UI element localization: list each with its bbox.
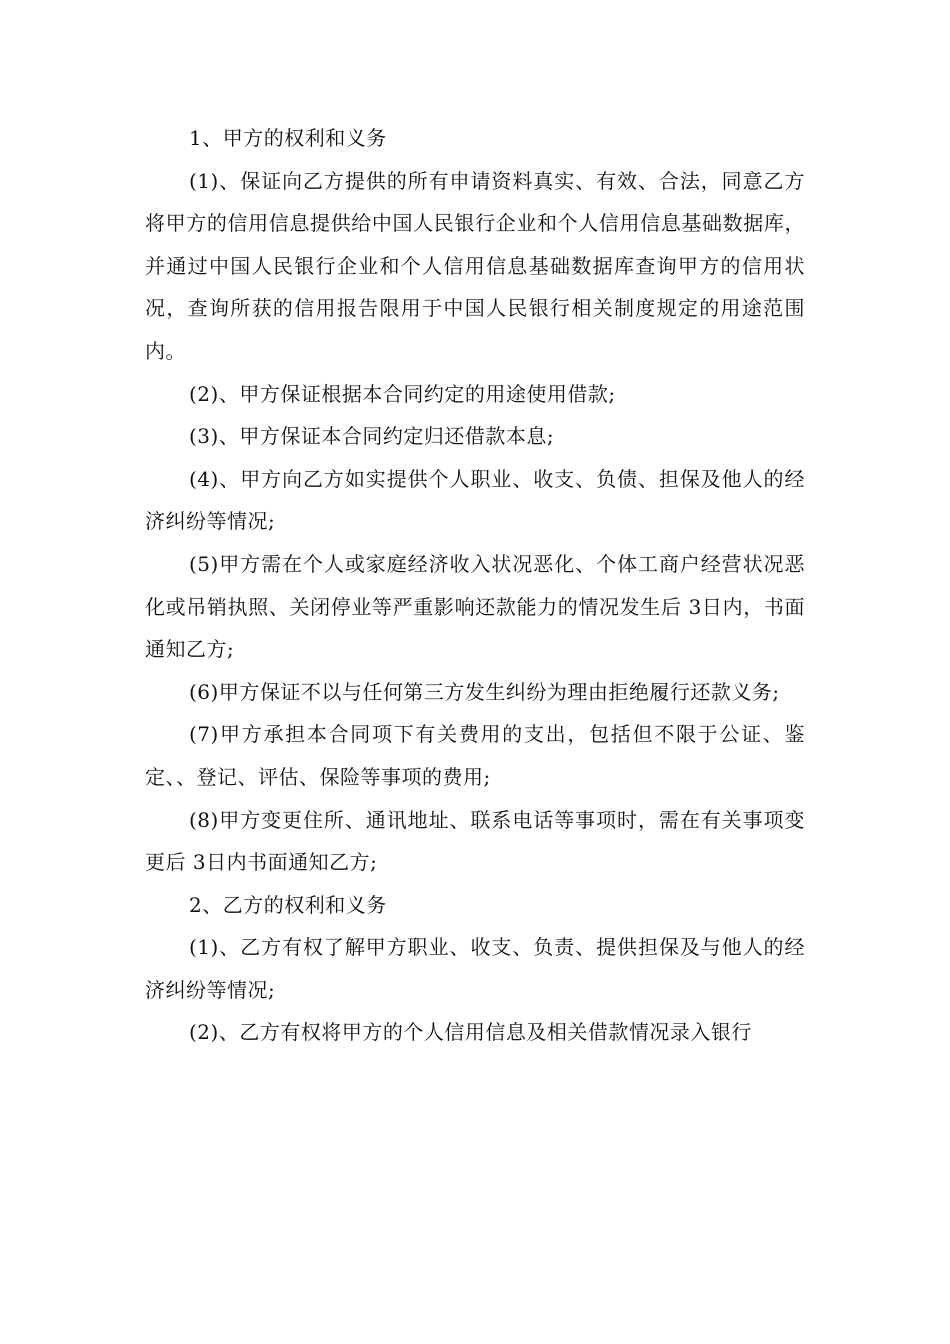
clause-a-8: (8)甲方变更住所、通讯地址、联系电话等事项时，需在有关事项变更后 3日内书面通知乙方; (145, 807, 805, 875)
clause-a-5: (5)甲方需在个人或家庭经济收入状况恶化、个体工商户经营状况恶化或吊销执照、关闭停业等严重影响还款能力的情况发生后 3日内，书面通知乙方; (145, 551, 805, 662)
clause-a-2: (2)、甲方保证根据本合同约定的用途使用借款; (189, 381, 616, 406)
clause-b-1: (1)、乙方有权了解甲方职业、收支、负责、提供担保及与他人的经济纠纷等情况; (145, 935, 805, 1002)
clause-a-6: (6)甲方保证不以与任何第三方发生纠纷为理由拒绝履行还款义务; (189, 679, 780, 704)
document-body (145, 117, 805, 1054)
clause-a-4: (4)、甲方向乙方如实提供个人职业、收支、负债、担保及他人的经济纠纷等情况; (145, 466, 805, 534)
clause-a-3: (3)、甲方保证本合同约定归还借款本息; (189, 424, 555, 449)
section-heading-party-b: 2、乙方的权利和义务 (189, 892, 387, 917)
clause-a-1: (1)、保证向乙方提供的所有申请资料真实、有效、合法，同意乙方将甲方的信用信息提供给中国人民银行企业和个人信用信息基础数据库，并通过中国人民银行企业和个人信用信息基础数据库查询甲方的信用状况，查询所获的信用报告限用于中国人民银行相关制度规定的用途范围内。 (145, 168, 805, 363)
section-heading-party-a: 1、甲方的权利和义务 (189, 126, 387, 150)
clause-b-2: (2)、乙方有权将甲方的个人信用信息及相关借款情况录入银行 (189, 1020, 752, 1045)
clause-a-7: (7)甲方承担本合同项下有关费用的支出，包括但不限于公证、鉴定、、登记、评估、保险等事项的费用; (145, 722, 805, 789)
